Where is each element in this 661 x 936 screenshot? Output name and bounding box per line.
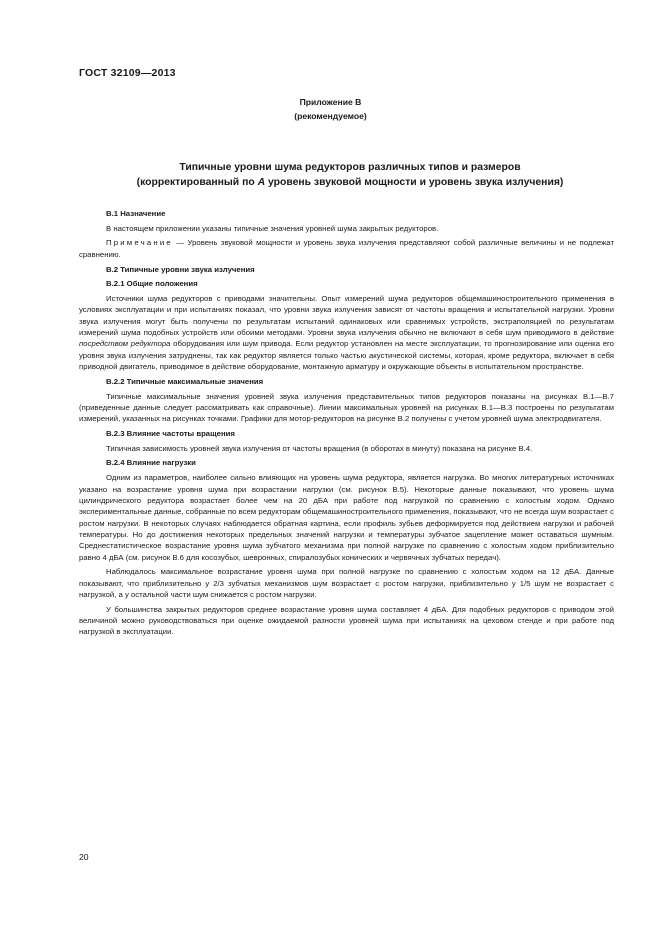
section-heading-b24: В.2.4 Влияние нагрузки	[106, 458, 196, 468]
paragraph-b21	[79, 293, 614, 372]
paragraph-b23: Типичная зависимость уровней звука излучения от частоты вращения (в оборотах в минуту) показана на рисунке В.4.	[106, 443, 533, 453]
paragraph-b21-italic: посредством редуктора	[79, 339, 171, 349]
note-text: — Уровень звуковой мощности и уровень звука излучения представляют собой различные величины и не подлежат сравнению.	[79, 238, 614, 259]
section-heading-b22: В.2.2 Типичные максимальные значения	[106, 376, 264, 386]
annex-label: Приложение В	[299, 97, 362, 107]
paragraph-b24-3: У большинства закрытых редукторов среднее возрастание уровня шума составляет 4 дБА. Для подобных редукторов с приводом этой величиной можно руководствоваться при оценке ожидаемой разности уровней шума при испытаниях на цеховом стенде и при работе под нагрузкой в эксплуатации.	[79, 604, 614, 637]
paragraph-b1: В настоящем приложении указаны типичные значения уровней шума закрытых редукторов.	[106, 223, 439, 233]
paragraph-b24-2: Наблюдалось максимальное возрастание уровня шума при полной нагрузке по сравнению с холостым ходом на 12 дБА. Данные показывают, что приблизительно у 2/3 зубчатых механизмов шум возрастает с ростом нагрузки, приблизительно у 1/5 шум не возрастает с нагрузкой, а у остальной части шум снижается с ростом нагрузки.	[79, 567, 614, 599]
paragraph-b24-1: Одним из параметров, наиболее сильно влияющих на уровень шума редуктора, является нагрузка. Во многих литературных источниках указано на возрастание уровня шума при возрастании нагрузки (см. рисунок В.5). Некоторые данные показывают, что уровень шума цилиндрического редуктора возрастает более чем на 20 дБА при работе под нагрузкой по сравнению с холостым ходом. Однако экспериментальные данные, собранные по всем редукторам общемашиностроительного применения, показывают, что не всегда шум возрастает с ростом нагрузки. В некоторых случаях наблюдается обратная картина, если профиль зубьев деформируется под действием нагрузки и рабочей температуры. Но до достижения некоторых предельных значений нагрузки и температуры зубчатое зацепление может оставаться шумным. Среднестатистическое возрастание уровня шума зубчатого механизма при полной нагрузке по сравнению с холостым ходом приблизительно равно 4 дБА (см. рисунок В.6 для косозубых, шевронных, спиралозубых конических и червячных зубчатых передач).	[79, 473, 614, 562]
section-heading-b2: В.2 Типичные уровни звука излучения	[106, 264, 255, 274]
section-heading-b23: В.2.3 Влияние частоты вращения	[106, 428, 235, 438]
section-heading-b1: В.1 Назначение	[106, 209, 166, 218]
document-body	[79, 208, 614, 638]
paragraph-b21-part-b: оборудования или шум привода. Если редуктор установлен на месте эксплуатации, то прогнозирование или оценка его уровня звука излучения затруднены, так как редуктор является только частью акустической системы, которая, кроме редуктора, включает в себя приводной двигатель, приводимое в действие оборудование, монтажную арматуру и окружающие объекты в испытательном пространстве.	[79, 339, 614, 372]
section-heading-b21: В.2.1 Общие положения	[106, 279, 198, 289]
document-code: ГОСТ 32109—2013	[79, 67, 176, 79]
title-line2-suffix: уровень звуковой мощности и уровень звука излучения)	[265, 177, 564, 188]
annex-status: (рекомендуемое)	[294, 111, 367, 121]
paragraph-b22: Типичные максимальные значения уровней звука излучения представительных типов редукторов показаны на рисунках В.1—В.7 (приведенные данные следует рассматривать как справочные). Линии максимальных уровней на рисунках В.1—В.3 построены по результатам измерений, указанных на рисунках точками. Графики для мотор-редукторов на рисунке В.2 получены с учетом уровней шума электродвигателя.	[79, 391, 614, 424]
title-line2-prefix: (корректированный по	[136, 177, 258, 188]
note-label: Примечание	[106, 238, 173, 248]
paragraph-b21-part-a: Источники шума редукторов с приводами значительны. Опыт измерений шума редукторов общемашиностроительного применения в условиях эксплуатации и при испытаниях показал, что уровни звука излучения зависят от частоты вращения и испытательной нагрузки. Уровни звука излучения могут быть получены по результатам испытаний одинаковых или сравнимых устройств, экстраполяцией по результатам измерений шума подобных устройств или обоими методами. Уровни звука излучения обычно не включают в себя шум приводимого в действие	[79, 294, 614, 338]
title-line2-italic: А	[257, 177, 266, 188]
note-b1	[79, 237, 614, 260]
annex-title-line2	[80, 175, 620, 190]
page-number: 20	[79, 852, 89, 862]
annex-title-line1: Типичные уровни шума редукторов различных типов и размеров	[179, 162, 521, 173]
